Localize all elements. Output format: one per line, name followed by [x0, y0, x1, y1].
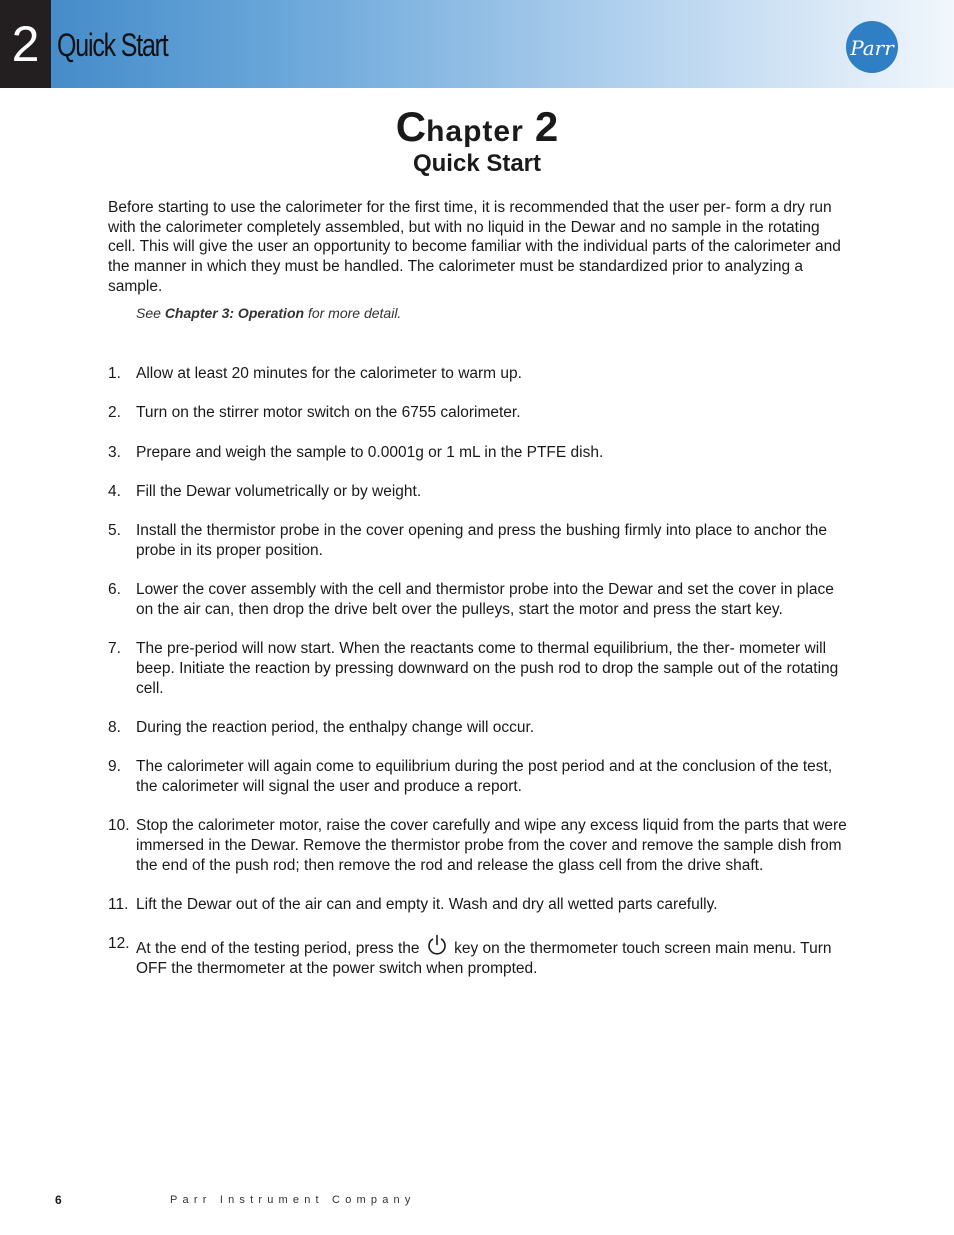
chapter-heading [0, 103, 954, 150]
step-text: Turn on the stirrer motor switch on the 6755 calorimeter. [136, 404, 521, 422]
list-item [108, 403, 848, 423]
footer-company: Parr Instrument Company [170, 1194, 416, 1206]
step-number: 7. [108, 640, 121, 658]
step-number: 12. [108, 935, 130, 953]
step-text: During the reaction period, the enthalpy change will occur. [136, 718, 535, 736]
parr-logo-icon [845, 20, 899, 74]
step-text-before-icon: At the end of the testing period, press the [136, 940, 420, 958]
list-item [108, 757, 848, 796]
chapter-number-box: 2 [0, 0, 51, 88]
chapter-heading-initial: C [395, 103, 427, 150]
step-text: Prepare and weigh the sample to 0.0001g or 1 mL in the PTFE dish. [136, 443, 604, 461]
list-item [108, 482, 848, 502]
list-item [108, 580, 848, 619]
list-item [108, 934, 848, 978]
step-number: 8. [108, 718, 121, 736]
step-number: 10. [108, 817, 130, 835]
see-note-reference: Chapter 3: Operation [164, 305, 305, 321]
step-text: Install the thermistor probe in the cover opening and press the bushing firmly into place to anchor the probe in its proper position. [136, 522, 828, 559]
step-text: The pre-period will now start. When the reactants come to thermal equilibrium, the ther- mometer will beep. Initiate the reaction by pressing downward on the push rod to drop the sample out of the rotating cell. [136, 640, 839, 697]
see-note-suffix: for more detail. [304, 305, 402, 321]
step-number: 1. [108, 365, 121, 382]
see-note-prefix: See [136, 305, 165, 321]
list-item [108, 443, 848, 463]
chapter-heading-rest: hapter [426, 115, 524, 148]
power-icon [426, 934, 448, 956]
chapter-heading-number: 2 [534, 103, 559, 150]
step-text: Fill the Dewar volumetrically or by weight. [136, 482, 422, 500]
see-note [136, 305, 401, 321]
header-title: Quick Start [57, 27, 168, 63]
steps-list [108, 364, 848, 998]
step-text: The calorimeter will again come to equilibrium during the post period and at the conclusion of the test, the calorimeter will signal the user and produce a report. [136, 758, 833, 795]
page-header [0, 0, 954, 88]
list-item [108, 521, 848, 560]
step-number: 3. [108, 443, 121, 461]
logo-text: Parr [850, 36, 894, 60]
intro-paragraph: Before starting to use the calorimeter for the first time, it is recommended that the user per- form a dry run with the calorimeter completely assembled, but with no liquid in the Dewar and no sample in the rotating cell. This will give the user an opportunity to become familiar with the individual parts of the calorimeter and the manner in which they must be handled. The calorimeter must be standardized prior to analyzing a sample. [108, 199, 841, 295]
step-text-after-icon: key on the thermometer touch screen main menu. Turn OFF the thermometer at the power switch when prompted. [136, 940, 832, 977]
step-text: Lift the Dewar out of the air can and empty it. Wash and dry all wetted parts carefully. [136, 895, 718, 913]
list-item [108, 639, 848, 698]
step-text: Stop the calorimeter motor, raise the cover carefully and wipe any excess liquid from the parts that were immersed in the Dewar. Remove the thermistor probe from the cover and remove the sample dish from the end of the push rod; then remove the rod and release the glass cell from the drive shaft. [136, 817, 847, 874]
step-number: 2. [108, 404, 121, 422]
list-item [108, 895, 848, 915]
step-number: 11. [108, 895, 129, 913]
list-item [108, 816, 848, 875]
step-number: 6. [108, 581, 121, 599]
step-number: 5. [108, 522, 121, 540]
list-item [108, 364, 848, 384]
step-text: Lower the cover assembly with the cell and thermistor probe into the Dewar and set the cover in place on the air can, then drop the drive belt over the pulleys, start the motor and press the start key. [136, 581, 834, 618]
list-item [108, 718, 848, 738]
step-number: 4. [108, 482, 121, 500]
page-number: 6 [55, 1193, 62, 1207]
step-text: Allow at least 20 minutes for the calorimeter to warm up. [136, 365, 522, 382]
step-number: 9. [108, 758, 121, 776]
chapter-subtitle: Quick Start [412, 150, 542, 177]
